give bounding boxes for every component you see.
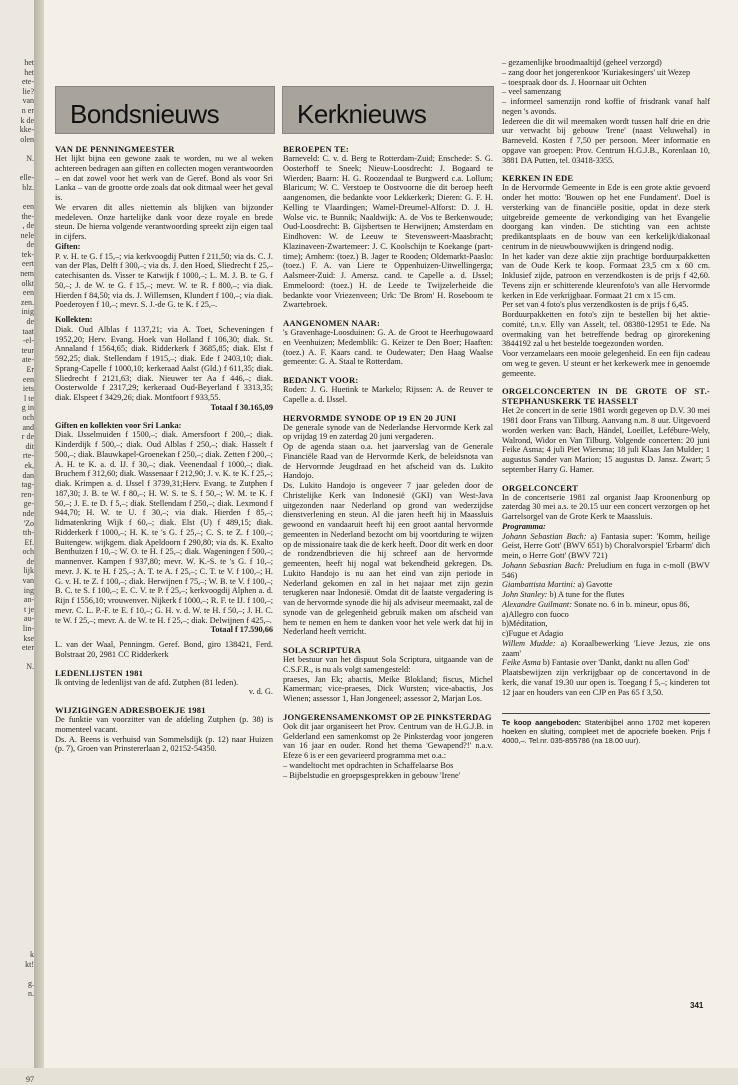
facing-page-fragment	[4, 682, 34, 692]
facing-page-fragment	[4, 710, 34, 720]
ad-text: Statenbijbel anno 1702 met koperen hoeken en sluiting, compleet met de apocriefe boeken. Prijs f 4000,–. Tel.nr. 035-855786 (na 18.00 uur).	[502, 718, 711, 746]
facing-page-fragment	[4, 912, 34, 922]
facing-page-fragment: het	[24, 58, 34, 67]
paragraph: We ervaren dit alles niettemin als blijken van bijzonder medeleven. Onze hartelijke dank voor deze royale en brede steun. De hierna volgende verantwoording spreekt zijn eigen taal in cijfers.	[55, 202, 273, 241]
facing-page-fragment: olkt	[21, 278, 34, 288]
paragraph: Roden: J. G. Huetink te Markelo; Rijssen: A. de Reuver te Capelle a. d. IJssel.	[283, 385, 493, 404]
facing-page-fragment: ek,	[24, 460, 34, 470]
section-title: LEDENLIJSTEN 1981	[55, 667, 144, 678]
paragraph: Per set van 4 foto's plus verzendkosten is de prijs f 6,45.	[502, 300, 689, 310]
facing-page-fragment: inig	[21, 307, 34, 317]
section-title: BEDANKT VOOR:	[283, 375, 359, 385]
facing-page-fragment	[4, 730, 34, 740]
facing-page-fragment: tth-	[22, 528, 34, 538]
program-item	[502, 639, 710, 659]
page-number: 341	[690, 1001, 704, 1010]
list-item: – toespraak door ds. J. Hoornaar uit Ochten	[502, 77, 647, 87]
subheading: Kollekten:	[55, 315, 93, 324]
facing-page-fragment: och	[22, 547, 34, 557]
facing-page-fragment: g in	[21, 403, 34, 413]
subheading: Programma:	[502, 521, 546, 531]
section-title: VAN DE PENNINGMEESTER	[55, 144, 175, 154]
facing-page-fragment	[4, 1065, 34, 1075]
column-kerknieuws	[283, 144, 493, 780]
program-text: Preludium en fuga in c-moll (BWV 546)	[502, 560, 710, 580]
program-text: Sonate no. 6 in b. mineur, opus 86,	[574, 599, 690, 609]
facing-page-fragment: an-	[23, 595, 34, 605]
facing-page-fragment	[4, 969, 34, 979]
total-amount: Totaal f 30.165,09	[210, 402, 273, 412]
facing-page-fragment: 'Zo	[23, 518, 34, 528]
program-text: a) Fantasia super: 'Komm, heilige Geist, Herre Gott' (BWV 651) b) Choralvorspiel 'Erbarm' dich mein, o Herre Gott' (BWV 721)	[502, 531, 710, 560]
facing-page-fragment: van	[22, 576, 34, 586]
facing-page-fragment	[4, 739, 34, 749]
list-item: a)Allegro con fuoco	[502, 609, 569, 619]
paragraph: Ik ontving de ledenlijst van de afd. Zutphen (81 leden).	[55, 677, 239, 687]
signature: v. d. G.	[248, 687, 273, 697]
composer: John Stanley:	[502, 590, 548, 599]
facing-page-fragment	[4, 931, 34, 941]
section-title: JONGERENSAMENKOMST OP 2E PINKSTERDAG	[283, 711, 492, 722]
facing-page-fragment: ate-	[22, 355, 34, 365]
facing-page-fragment: nele	[20, 230, 34, 240]
facing-page-fragment	[4, 164, 34, 174]
classified-ad	[502, 713, 710, 745]
list-item: – gezamenlijke broodmaaltijd (geheel verzorgd)	[502, 58, 662, 67]
facing-page-fragment	[4, 701, 34, 711]
facing-page-fragment: l te	[24, 393, 34, 403]
facing-page-fragment	[4, 845, 34, 855]
program-text: b) A tune for the flutes	[549, 590, 625, 599]
facing-page-fragment: het	[24, 67, 34, 77]
paragraph: Borduurpakketten en foto's zijn te bestellen bij het aktie-comité, t.n.v. Elly van Asselt, tel. 08380-12951 te Ede. Na overmaking van het betreffende bedrag op girorekening 3844192 zal u het bestelde toegezonden worden.	[502, 310, 710, 349]
facing-page-fragment	[4, 758, 34, 768]
facing-page-fragment	[4, 749, 34, 759]
facing-page-fragment: iets	[22, 384, 34, 394]
composer: Alexandre Guilmant:	[502, 599, 572, 609]
facing-page-fragment: blz.	[22, 182, 34, 192]
section-title: SOLA SCRIPTURA	[283, 645, 362, 655]
paragraph: In de Hervormde Gemeente in Ede is een grote aktie gevoerd onder het motto: 'Bouwen op het ene Fundament'. Doel is versterking van de financiële positie, opdat in deze sterk uitgebreide gemeente de verkondiging van het Evangelie doorgang kan vinden. De stichting van een achtste predikantsplaats en de bouw van een kerkelijk/diakonaal centrum in de nieuwbouwwijken is dringend nodig.	[502, 183, 710, 251]
facing-page-fragment: ge-	[23, 499, 34, 509]
facing-page-fragment: kt!	[25, 959, 34, 969]
facing-page-fragment: olen	[20, 134, 34, 144]
facing-page-fragment	[4, 826, 34, 836]
composer: Johann Sebastian Bach:	[502, 531, 587, 541]
list-item: – veel samenzang	[502, 87, 561, 97]
list-item: – wandeltocht met opdrachten in Schaffelaarse Bos	[283, 760, 454, 770]
paragraph: P. v. H. te G. f 15,–; via kerkvoogdij Putten f 211,50; via ds. C. J. van der Plas, Delft f 300,–; via ds. J. den Hoed, Sliedrecht f 25,–catechisanten ds. Visser te Katwijk f 1000,–; L. M. J. B. te G. f 50,–; J. de W. te G. f 15,–; mevr. W. te R. f 800,–; via diak. Hierden f 84,50; via ds. J. Willemsen, Klundert f 100,–; via diak. Poederoyen f 10,–; mevr. S. J.-de G. te K. f 25,–.	[55, 251, 273, 310]
program-item	[502, 580, 710, 590]
paragraph: Diak. Oud Alblas f 1137,21; via A. Toet, Scheveningen f 1952,20; Herv. Evang. Hoek van Holland f 106,30; diak. St. Annaland f 1564,65; diak. Ridderkerk f 3685,85; diak. Elst f 592,25; diak. Stellendam f 1915,–; diak. Ede f 2403,10; diak. Sprang-Capelle f 1000,10; kerkeraad Aalst (Gld.) f 611,35; diak. Sliedrecht f 2121,63; diak. Nieuwer ter Aa f 446,–; diak. Oosterwolde f 2317,29; kerkeraad Oud-Beyerland f 3313,35; diak. Elspeet f 3429,26; diak. Montfoort f 933,55.	[55, 324, 273, 402]
page-gutter	[34, 0, 44, 1068]
column-kerknieuws-continued	[502, 58, 710, 745]
total-amount: Totaal f 17.590,66	[210, 625, 273, 635]
facing-page-fragment	[4, 854, 34, 864]
paragraph: Barneveld: C. v. d. Berg te Rotterdam-Zuid; Enschede: S. G. Oosterhoff te Sneek; Nieuw-Loosdrecht: J. Bogaard te Wierden; Baarn: H. G. Roozendaal te Burgwerd c.a. Lollum; Blaricum; W. C. Verstoep te Oostvoorne die dit beroep heeft aangenomen, die bedankte voor Lekkerkerk; Dieren: G. F. H. Kelling te Vlaardingen; Wamel-Dreumel-Alforst: D. J. H. Wolse vic. te Bunnik; Naaldwijk: A. de Vos te Berkenwoude; Oud-Loosdrecht: B. Gijsbertsen te Herwijnen; Amsterdam en Eindhoven: W. de Leeuw te Stevensweert-Maasbracht; Klazinaveen-Zwartemeer: J. C. Koolschijn te Koekange (part-time); Arnhem: (toez.) B. Jager te Rooden; Oldemarkt-Paaslo: (toez.) F. A. van Liere te Oppenhuizen-Uitwellingerga; Aalsmeer-Zuid: J. Amersz. cand. te Capelle a. d. IJssel; Emmeloord: (toez.) H. de Leede te Twijzelerheide die bedankte voor Vriezenveen; Urk: 'De Brom' H. Roseboom te Zwartebroek.	[283, 154, 493, 310]
section-title: BEROEPEN TE:	[283, 144, 349, 154]
facing-page-fragment: ing	[23, 585, 34, 595]
facing-page-fragment	[4, 998, 34, 1008]
facing-page-fragment	[4, 691, 34, 701]
facing-page-fragment: rte-	[22, 451, 34, 461]
facing-page-fragment: een	[22, 288, 34, 298]
paragraph: Ook dit jaar organiseert het Prov. Centrum van de H.G.J.B. in Gelderland een samenkomst op 2e Pinksterdag voor jongeren van 16 jaar en ouder. Rond het thema 'Gewapend?!' n.a.v. Efeze 6 is er een gevarieerd programma met o.a.:	[283, 721, 493, 760]
paragraph: 's Gravenhage-Loosduinen: G. A. de Groot te Heerhugowaard en Veenhuizen; Medemblik: G. Keizer te Den Boer; Haaften: (toez.) A. F. Kaars cand. te Oudewater; Den Haag Waalse gemeente: G. A. Staal te Rotterdam.	[283, 328, 493, 367]
facing-page-fragment: dan	[22, 470, 34, 480]
facing-page-fragment	[4, 720, 34, 730]
facing-page-fragment: van	[22, 96, 34, 106]
facing-page-fragment: lin-	[22, 624, 34, 634]
facing-page-fragment: lie?	[22, 86, 34, 96]
list-item: – Bijbelstudie en groepsgesprekken in gebouw 'Irene'	[283, 770, 461, 780]
paragraph: Voor verzamelaars een mooie gelegenheid. En een fijn cadeau om weg te geven. U steunt er het kerkewerk mee in genoemde gemeente.	[502, 349, 710, 378]
facing-page-fragment: au-	[23, 614, 34, 624]
paragraph: Het lijkt bijna een gewone zaak te worden, nu we al weken achtereen bedragen aan giften en collecten mogen verantwoorden – en dat zowel voor het werk van de Geref. Bond als voor Sri Lanka – van de grootte orde zoals dat ook ditmaal weer het geval is.	[55, 154, 273, 202]
composer: Johann Sebastian Bach:	[502, 560, 585, 570]
facing-page-fragment: de	[26, 556, 34, 566]
facing-page-fragment: eter	[22, 643, 34, 653]
facing-page-fragment: een	[22, 374, 34, 384]
facing-page-edge	[0, 0, 34, 1084]
paragraph: Plaatsbewijzen zijn verkrijgbaar op de concertavond in de kerk, die vanaf 19.30 uur open is. Toegang f 5,–; kinderen tot 12 jaar en houders van een CJP en Pas 65 f 3,50.	[502, 668, 710, 697]
paragraph: In het kader van deze aktie zijn prachtige borduurpakketten van de Oude Kerk te koop. Formaat 23,5 cm x 60 cm. Inklusief zijde, patroon en verzendkosten is de prijs f 42,60. Tevens zijn er schitterende kleurenfoto's van alle Hervormde kerken in Ede verkrijgbaar. Formaat 21 cm x 15 cm.	[502, 251, 710, 300]
facing-page-text	[4, 58, 34, 1085]
paragraph: Op de agenda staan o.a. het jaarverslag van de Generale Financiële Raad van de Hervormde Kerk, de beleidsnota van de Hervormde Jeugdraad en het afscheid van ds. Lukito Handojo.	[283, 442, 493, 481]
signature: L. van der Waal, Penningm. Geref. Bond, giro 138421, Ferd. Bolstraat 20, 2981 CC Ridderkerk	[55, 640, 273, 659]
facing-page-fragment	[4, 941, 34, 951]
section-title: AANGENOMEN NAAR:	[283, 318, 381, 328]
column-bondsnieuws	[55, 144, 273, 754]
facing-page-fragment: kke-	[19, 125, 34, 135]
facing-page-fragment: de	[26, 240, 34, 250]
section-title: HERVORMDE SYNODE OP 19 EN 20 JUNI	[283, 412, 457, 423]
facing-page-fragment	[4, 873, 34, 883]
paragraph: Het bestuur van het dispuut Sola Scriptura, uitgaande van de C.S.F.R., is nu als volgt samengesteld:	[283, 655, 493, 674]
paragraph: Het 2e concert in de serie 1981 wordt gegeven op D.V. 30 mei 1981 door Frans van Tilburg. Aanvang n.m. 8 uur. Uitgevoerd worden werken van: Bach, Händel, Loeillet, Lefébure-Wely, Walrond, Widor en Van Tilburg. Volgende concerten: 20 juni Feike Asma; 4 juli Piet Wiersma; 18 juli Klaas Jan Mulder; 1 augustus Sander van Marion; 15 augustus D. Jansz. Zwart; 5 september Harry G. Hamer.	[502, 406, 710, 474]
facing-page-fragment	[4, 1037, 34, 1047]
facing-page-fragment: 97	[26, 1074, 34, 1084]
paragraph: De funktie van voorzitter van de afdeling Zutphen (p. 38) is momenteel vacant.	[55, 715, 273, 734]
facing-page-fragment: N.	[26, 153, 34, 163]
facing-page-fragment	[4, 902, 34, 912]
facing-page-fragment: tek-	[21, 249, 34, 259]
section-title: ORGELCONCERTEN IN DE GROTE OF ST.-STEPHANUSKERK TE HASSELT	[502, 386, 710, 407]
subheading: Giften en kollekten voor Sri Lanka:	[55, 420, 182, 430]
paragraph: Ds. A. Beens is verhuisd van Sommelsdijk (p. 12) naar Huizen (p. 7), Groen van Prinstererlaan 2, 02152-54350.	[55, 734, 273, 754]
paragraph: De generale synode van de Nederlandse Hervormde Kerk zal op vrijdag 19 en zaterdag 20 juni vergaderen.	[283, 422, 493, 442]
facing-page-fragment: n er	[21, 105, 34, 115]
facing-page-fragment	[4, 1027, 34, 1037]
program-item	[502, 590, 710, 600]
facing-page-fragment: k de	[20, 115, 34, 125]
facing-page-fragment: zen.	[20, 297, 34, 307]
section-title: KERKEN IN EDE	[502, 173, 574, 184]
facing-page-fragment: t je	[24, 604, 34, 614]
facing-page-fragment	[4, 1017, 34, 1027]
facing-page-fragment	[4, 768, 34, 778]
paragraph: Diak. IJsselmuiden f 1500,–; diak. Amersfoort f 200,–; diak. Kinderdijk f 500,–; diak. Oud Alblas f 250,–; diak. Hasselt f 500,–; diak. Blauwkapel-Groenekan f 250,–; diak. Zetten f 200,–; A. H. te K. a. d. IJ. f 30,–; diak. Veenendaal f 1000,–; diak. Bruchem f 312,60; diak. Wassenaar f 212,90; J. v. K. te K. f 25,–; diak. Krimpen a. d. IJssel f 3739,31;Herv. Evang. te Zutphen f 187,30; J. B. te W. f 80,–; H. W. S. te S. f 50,–; W. M. te K. f 50,–; J. E. te D. f 5,–; diak. Stellendam f 250,–; diak. Lexmond f 944,70; H. W. te U. f 30,–; via diak. Hierden f 85,–; lidmatenkring Wijk f 60,–; diak. Elst (U) f 489,15; diak. Ridderkerk f 1000,–; H. K. te 's G. f 25,–; C. S. te Z. f 100,–; Buitengew. wijkgem. diak Apeldoorn f 290,80; via ds. K. Exalto Benthuizen f 10,–; W. O. te H. f 25,–; diak. Wageningen f 500,–; mannenver. Kampen f 937,80; mevr. W. K.-S. te 's G. f 10,–; mevr. J. K. te H. f 25,–; A. T. te A. f 25,–; C. T. te V. f 100,–; H. G. v. H. te Z. f 100,–; diak. Herwijnen f 75,–; W. B. te V. f 100,–; B. C. te S. f 100,–; E. C. V. te P. f 25,–; kerkvoogdij Alphen a. d. Rijn f 1556,10; vrouwenver. Nijkerk f 1000,–; R. F. te IJ. f 100,–; mevr. C. L. P.-F. te E. f 10,–; G. H. v. d. W. te H. f 50,–; J. H. C. te W. f 25,–; mevr. A. de W. te H. f 25,–; diak. Delwijnen f 425,–.	[55, 430, 273, 625]
facing-page-fragment: lijk	[23, 566, 34, 576]
kerknieuws-header: Kerknieuws	[282, 86, 494, 134]
facing-page-fragment: een	[22, 201, 34, 211]
facing-page-fragment: Er	[26, 365, 34, 374]
facing-page-fragment	[4, 864, 34, 874]
program-item	[502, 561, 710, 581]
facing-page-fragment	[4, 144, 34, 154]
facing-page-fragment	[4, 1056, 34, 1066]
program-item	[502, 658, 710, 668]
section-title: ORGELCONCERT	[502, 482, 579, 493]
program-text: a) Koraalbewerking 'Lieve Jezus, zie ons zaam'	[502, 638, 711, 658]
paragraph: praeses, Jan Ek; abactis, Meike Blokland; fiscus, Michel Kamerman; vice-praeses, Dick Wursten; vice-abactis, Jos Wienen; assessor 1, Han Jongeneel; assessor 2, Marjan Los.	[283, 674, 493, 703]
facing-page-fragment: Ef.	[24, 537, 34, 547]
facing-page-fragment: de	[26, 317, 34, 327]
program-item	[502, 600, 710, 610]
paragraph: In de concertserie 1981 zal organist Jaap Kroonenburg op zaterdag 30 mei a.s. te 20.15 uur een concert verzorgen op het Garrelsorgel van de Grote Kerk te Maassluis.	[502, 492, 710, 521]
composer: Willem Mudde:	[502, 638, 556, 648]
facing-page-fragment: , de	[22, 221, 34, 231]
facing-page-fragment	[4, 778, 34, 788]
subheading: Giften:	[55, 241, 81, 251]
facing-page-fragment	[4, 1046, 34, 1056]
facing-page-fragment	[4, 653, 34, 663]
facing-page-fragment: taat	[22, 326, 34, 336]
facing-page-fragment: ren-	[21, 489, 34, 499]
facing-page-fragment	[4, 883, 34, 893]
facing-page-fragment	[4, 787, 34, 797]
facing-page-fragment: ete-	[22, 77, 34, 87]
facing-page-fragment: nde	[22, 508, 34, 518]
facing-page-fragment	[4, 797, 34, 807]
facing-page-fragment: r de	[21, 432, 34, 442]
facing-page-fragment	[4, 672, 34, 682]
facing-page-fragment: -el-	[22, 336, 34, 346]
composer: Feike Asma	[502, 658, 541, 668]
facing-page-fragment: k	[30, 950, 34, 960]
facing-page-fragment: g.	[28, 979, 34, 988]
bondsnieuws-header: Bondsnieuws	[55, 86, 275, 134]
facing-page-fragment: kse	[23, 633, 34, 643]
program-text: a) Gavotte	[577, 580, 613, 590]
facing-page-fragment: nem	[20, 269, 34, 279]
facing-page-fragment: tag-	[21, 480, 34, 490]
facing-page-fragment: och	[22, 412, 34, 422]
facing-page-fragment: eert	[22, 259, 34, 269]
list-item: – informeel samenzijn rond koffie of frisdrank vanaf half negen 's avonds.	[502, 97, 710, 116]
facing-page-fragment: elle-	[19, 173, 34, 183]
list-item: b)Méditation,	[502, 619, 548, 629]
list-item: c)Fugue et Adagio	[502, 629, 564, 638]
facing-page-fragment	[4, 835, 34, 845]
facing-page-fragment: n.	[28, 988, 34, 998]
facing-page-fragment: N.	[26, 662, 34, 672]
facing-page-fragment: and	[22, 422, 34, 432]
ad-label: Te koop aangeboden:	[502, 718, 582, 728]
facing-page-fragment	[4, 893, 34, 903]
facing-page-fragment: teur	[21, 345, 34, 355]
facing-page-fragment	[4, 806, 34, 816]
paragraph: Iedereen die dit wil meemaken wordt tussen half drie en drie uur verwacht bij gebouw 'Irene' (naast Veluwehal) in Barneveld. Kosten f 7,50 per persoon. Meer informatie en opgave van groepen: Prov. Centrum H.G.J.B., Korenlaan 10, 3881 DA Putten, tel. 03418-3355.	[502, 116, 710, 165]
section-title: WIJZIGINGEN ADRESBOEKJE 1981	[55, 705, 206, 715]
program-text: b) Fantasie over 'Dankt, dankt nu allen God'	[542, 658, 690, 668]
list-item: – zang door het jongerenkoor 'Kuriakesingers' uit Wezep	[502, 67, 691, 77]
program-item	[502, 532, 710, 561]
composer: Giambattista Martini:	[502, 580, 576, 590]
facing-page-fragment: dit	[25, 441, 34, 451]
facing-page-fragment	[4, 192, 34, 202]
facing-page-fragment: the-	[21, 211, 34, 221]
facing-page-fragment	[4, 1008, 34, 1018]
paragraph: Ds. Lukito Handojo is ongeveer 7 jaar geleden door de Christelijke Kerk van Indonesië (GKI) van West-Java uitgezonden naar Nederland op grond van wederzijdse dienstverlening en steun. Al die jaren heeft hij in Maassluis gewoond en vandaaruit heeft hij een groot aantal hervormde gemeenten in Nederland bezocht om bij voortduring te wijzen op de missionaire taak die de kerk heeft. Door dit werk en door de rondzendbrieven die hij schreef aan de hervormde gemeenten, heeft hij nogal wat bekendheid gekregen. Ds. Lukito Handojo is nu aan het eind van zijn periode in Nederland gekomen en zal in het najaar met zijn gezin terugkeren naar Indonesië. Omdat dit de laatste vergadering is van de hervormde synode die hij als adviseur meemaakt, zal de synode van de gelegenheid gebruik maken om afscheid van hem te nemen en hem te danken voor het vele werk dat hij in Nederland heeft verricht.	[283, 481, 493, 637]
facing-page-fragment	[4, 921, 34, 931]
facing-page-fragment	[4, 816, 34, 826]
